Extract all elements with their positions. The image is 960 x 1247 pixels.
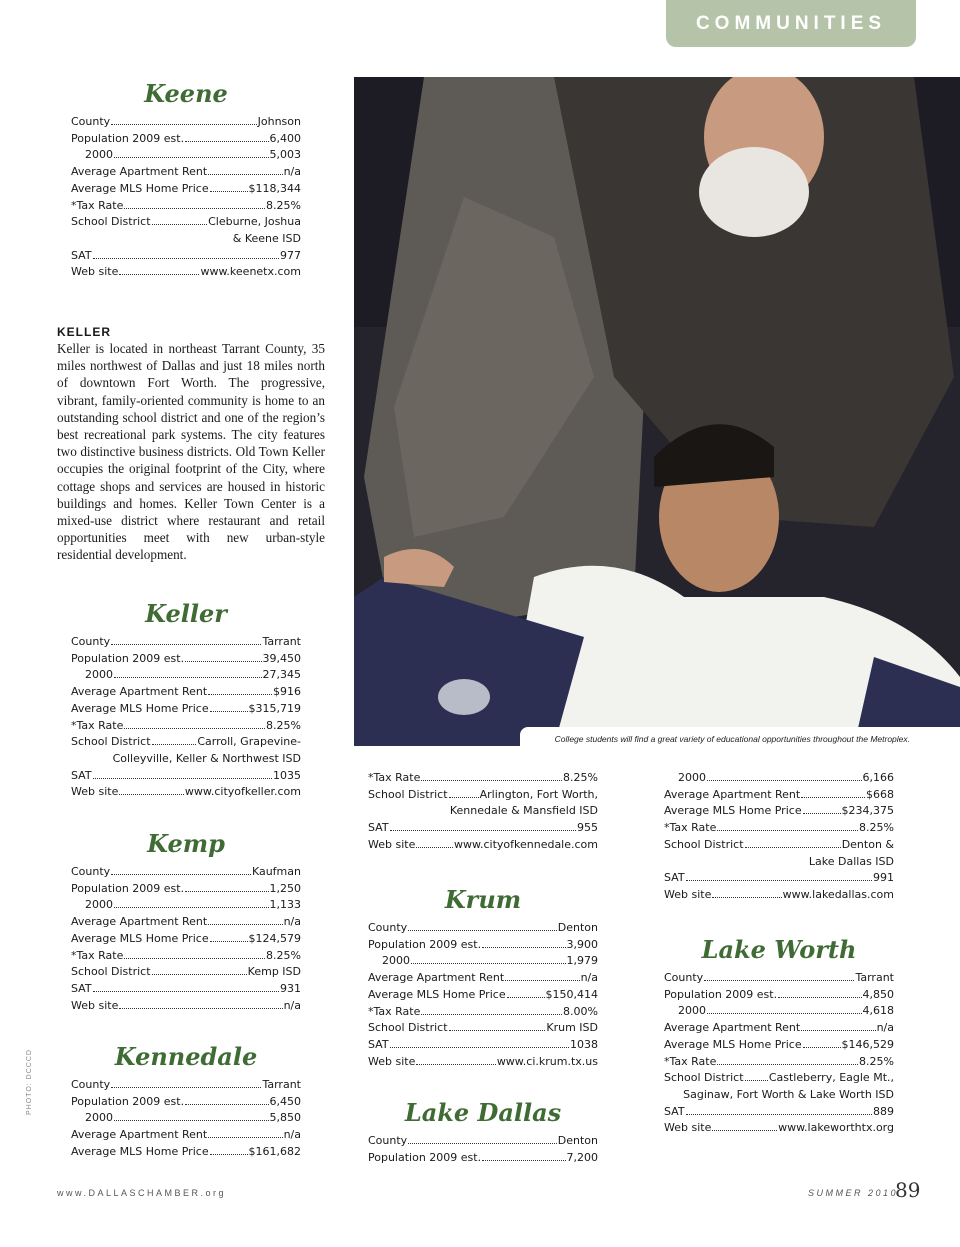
dot-leader [111,644,261,645]
lake-dallas-title: Lake Dallas [404,1098,562,1127]
photo-illustration [354,77,960,746]
stat-label: School District [664,837,744,851]
stat-row [71,684,301,701]
dot-leader [686,880,872,881]
dot-leader [119,1008,282,1009]
stat-row [71,981,301,998]
stat-value: Tarrant [855,971,894,984]
stat-row [71,147,301,164]
stat-row [71,784,301,801]
stat-row [71,1144,301,1161]
stat-row [368,770,598,787]
stat-row [664,1020,894,1037]
footer-website: www.DALLASCHAMBER.org [57,1188,227,1198]
stat-row [664,837,894,854]
stat-label: Average Apartment Rent [368,971,505,985]
dot-leader [390,830,576,831]
stat-row [368,1054,598,1071]
stat-label: 2000 [678,771,706,784]
stat-row [71,164,301,181]
stat-label: Average MLS Home Price [71,931,209,945]
stat-value: $118,344 [248,181,301,195]
stat-row [664,1104,894,1121]
stat-value: $150,414 [545,987,598,1001]
dot-leader [210,711,248,712]
stat-row [71,1110,301,1127]
stat-value: 4,850 [862,987,894,1001]
stat-value: 8.25% [859,1054,894,1068]
keller-body: Keller is located in northeast Tarrant County, 35 miles northwest of Dallas and just 18 miles north of downtown Fort Worth. The progressive, vibrant, family-oriented community is home to an outstanding school district and one of the region’s best recreational park systems. The city features two distinctive business districts. Old Town Keller occupies the original footprint of the City, where cottage shops and services are housed in historic buildings and homes. Keller Town Center is a mixed-use district where restaurant and retail opportunities meet with new urban-style residential development. [57,341,325,563]
dot-leader [801,797,865,798]
stat-label: School District [368,1021,448,1035]
stat-value: 27,345 [262,668,301,682]
stat-row [368,837,598,854]
stat-value: Carroll, Grapevine- [197,735,301,749]
stat-label: Average MLS Home Price [71,181,209,195]
stat-value: 889 [873,1104,894,1118]
stat-value: 1,250 [269,881,301,895]
stat-label: Average MLS Home Price [71,1144,209,1158]
dot-leader [124,208,265,209]
stat-label: Average Apartment Rent [664,787,801,801]
stat-value: 8.25% [859,821,894,835]
stat-label: Population 2009 est. [71,881,185,895]
stat-row [664,803,894,820]
stat-row [71,718,301,735]
dot-leader [745,847,841,848]
stat-label: Average Apartment Rent [71,1128,208,1142]
stat-value: 6,450 [269,1094,301,1108]
stat-value: www.keenetx.com [200,265,301,279]
stat-value: 8.25% [266,948,301,962]
stat-value: $234,375 [841,804,894,818]
stat-label: Web site [71,785,119,799]
stat-row [71,864,301,881]
stat-label: SAT [664,871,685,885]
dot-leader [712,897,781,898]
stat-label: Average MLS Home Price [664,804,802,818]
footer-issue: SUMMER 2010 [808,1188,899,1198]
dot-leader [482,1160,565,1161]
lake-dallas-rows [368,1133,598,1166]
lake-dallas-continued-rows [664,770,894,904]
stat-label: 2000 [85,148,113,162]
dot-leader [185,661,261,662]
stat-label: *Tax Rate [71,198,124,212]
stat-value: www.cityofkeller.com [184,785,301,799]
dot-leader [114,677,262,678]
keene-block [71,80,301,281]
stat-row [664,770,894,787]
stat-label: 2000 [85,898,113,912]
stat-value: www.ci.krum.tx.us [496,1054,598,1068]
stat-row [71,931,301,948]
keene-rows [71,114,301,281]
stat-row [664,870,894,887]
stat-label: School District [71,965,151,979]
dot-leader [185,891,268,892]
stat-value: Tarrant [262,635,301,648]
dot-leader [210,941,248,942]
dot-leader [93,991,279,992]
stat-label: School District [368,787,448,801]
dot-leader [803,813,841,814]
stat-label: Web site [71,998,119,1012]
stat-value: Cleburne, Joshua [208,215,301,229]
stat-value: 7,200 [566,1150,598,1164]
stat-value: $146,529 [841,1037,894,1051]
students-photo [354,77,960,746]
stat-label: School District [664,1071,744,1085]
stat-value: 8.00% [563,1004,598,1018]
stat-label: 2000 [85,668,113,682]
stat-row [368,1150,598,1167]
stat-continuation: Colleyville, Keller & Northwest ISD [112,751,301,765]
dot-leader [416,1064,495,1065]
lake-worth-title: Lake Worth [701,935,857,964]
stat-value: 1,979 [566,954,598,968]
keller-block [71,600,301,801]
stat-row [664,1070,894,1087]
stat-label: Population 2009 est. [664,987,778,1001]
stat-value: 3,900 [566,937,598,951]
dot-leader [111,124,256,125]
stat-row [71,248,301,265]
dot-leader [416,847,453,848]
stat-label: SAT [71,981,92,995]
dot-leader [152,744,197,745]
stat-value: 931 [280,981,301,995]
stat-value: Krum ISD [546,1021,598,1035]
stat-row [71,948,301,965]
stat-label: Web site [664,887,712,901]
keene-title: Keene [144,79,228,108]
stat-value: n/a [283,1128,301,1142]
stat-label: County [71,115,111,128]
dot-leader [801,1030,875,1031]
stat-row [71,114,301,131]
page-number: 89 [895,1178,921,1202]
dot-leader [717,1064,858,1065]
stat-label: School District [71,735,151,749]
stat-label: *Tax Rate [664,821,717,835]
stat-row [71,214,301,231]
stat-label: 2000 [85,1111,113,1125]
stat-row [664,1120,894,1137]
stat-value: Denton & [841,837,894,851]
lake-worth-block [664,936,894,1137]
stat-label: *Tax Rate [71,948,124,962]
kennedale-continued-rows [368,770,598,854]
kemp-block [71,830,301,1014]
stat-row [71,734,301,751]
stat-value: n/a [283,165,301,179]
stat-label: Average MLS Home Price [368,987,506,1001]
dot-leader [185,141,268,142]
stat-label: Average MLS Home Price [664,1037,802,1051]
stat-row [71,998,301,1015]
dot-leader [707,780,862,781]
stat-value: $668 [866,787,894,801]
stat-row [71,198,301,215]
dot-leader [507,997,545,998]
stat-row [368,1020,598,1037]
stat-row [368,1037,598,1054]
stat-label: Average Apartment Rent [71,165,208,179]
stat-value: n/a [283,998,301,1012]
stat-label: Average Apartment Rent [71,915,208,929]
stat-value: 977 [280,248,301,262]
kennedale-rows [71,1077,301,1161]
lake-dallas-continued-block [664,770,894,904]
krum-title: Krum [444,885,522,914]
stat-label: SAT [368,821,389,835]
stat-value: 1038 [570,1037,598,1051]
stat-value: 5,003 [269,148,301,162]
stat-label: Population 2009 est. [368,937,482,951]
dot-leader [210,1154,248,1155]
dot-leader [686,1114,872,1115]
stat-label: County [71,865,111,878]
stat-label: Average MLS Home Price [71,701,209,715]
dot-leader [119,794,184,795]
stat-label: Web site [71,265,119,279]
stat-label: SAT [71,248,92,262]
stat-row [664,1003,894,1020]
stat-value: www.lakeworthtx.org [778,1121,894,1135]
keller-title: Keller [145,599,227,628]
stat-row [71,1127,301,1144]
stat-row [368,937,598,954]
dot-leader [152,974,247,975]
dot-leader [114,1120,269,1121]
stat-label: Population 2009 est. [368,1150,482,1164]
stat-label: Web site [368,1054,416,1068]
stat-row [368,920,598,937]
stat-value: 955 [577,821,598,835]
dot-leader [707,1013,862,1014]
dot-leader [408,1143,557,1144]
stat-row [71,651,301,668]
stat-row [71,1094,301,1111]
dot-leader [124,958,265,959]
photo-credit: PHOTO: DCCCD [26,1049,33,1115]
stat-label: 2000 [678,1004,706,1018]
dot-leader [208,694,272,695]
stat-label: SAT [71,768,92,782]
stat-value: 4,618 [862,1004,894,1018]
stat-row [71,131,301,148]
stat-value: 39,450 [262,651,301,665]
stat-label: County [664,971,704,984]
stat-row [664,1037,894,1054]
dot-leader [482,947,565,948]
kennedale-continued-block [368,770,598,854]
stat-value: 6,166 [862,771,894,784]
stat-row [664,1054,894,1071]
stat-label: Population 2009 est. [71,131,185,145]
dot-leader [111,874,251,875]
stat-row [368,787,598,804]
stat-row [71,768,301,785]
stat-row [664,820,894,837]
stat-value: 5,850 [269,1111,301,1125]
stat-label: County [368,921,408,934]
dot-leader [210,191,248,192]
stat-value: www.lakedallas.com [782,887,894,901]
stat-label: *Tax Rate [368,1004,421,1018]
stat-row [71,964,301,981]
dot-leader [421,780,562,781]
stat-row [664,987,894,1004]
stat-label: School District [71,215,151,229]
stat-continuation: Lake Dallas ISD [808,854,894,868]
stat-value: 8.25% [563,771,598,784]
kennedale-block [71,1043,301,1161]
lake-worth-rows [664,970,894,1137]
dot-leader [208,924,282,925]
stat-value: $916 [273,685,301,699]
stat-row [71,181,301,198]
stat-value: www.cityofkennedale.com [454,837,598,851]
stat-label: County [368,1134,408,1147]
stat-value: 1035 [273,768,301,782]
stat-value: Denton [557,1134,598,1147]
stat-row [664,887,894,904]
stat-value: 8.25% [266,718,301,732]
dot-leader [505,980,579,981]
stat-row [368,970,598,987]
krum-rows [368,920,598,1070]
dot-leader [704,980,854,981]
stat-label: Average Apartment Rent [664,1021,801,1035]
stat-value: $161,682 [248,1144,301,1158]
dot-leader [152,224,208,225]
dot-leader [114,157,269,158]
dot-leader [449,797,479,798]
stat-value: Johnson [257,115,301,128]
stat-label: SAT [368,1037,389,1051]
keller-description [57,324,325,564]
stat-label: County [71,635,111,648]
dot-leader [449,1030,546,1031]
stat-label: Web site [664,1121,712,1135]
krum-block [368,886,598,1070]
stat-row [71,634,301,651]
stat-row [368,987,598,1004]
stat-value: 991 [873,871,894,885]
dot-leader [124,728,265,729]
stat-row [368,1133,598,1150]
stat-value: 1,133 [269,898,301,912]
stat-label: Web site [368,837,416,851]
dot-leader [93,258,279,259]
stat-value: $124,579 [248,931,301,945]
stat-label: *Tax Rate [664,1054,717,1068]
stat-value: 6,400 [269,131,301,145]
dot-leader [712,1130,777,1131]
stat-value: Kaufman [251,865,301,878]
dot-leader [390,1047,569,1048]
stat-value: 8.25% [266,198,301,212]
stat-label: 2000 [382,954,410,968]
stat-value: n/a [876,1021,894,1035]
dot-leader [803,1047,841,1048]
dot-leader [208,1137,282,1138]
stat-row [71,701,301,718]
dot-leader [208,174,282,175]
stat-value: n/a [580,971,598,985]
stat-row [71,881,301,898]
stat-value: Denton [557,921,598,934]
dot-leader [745,1080,768,1081]
kemp-title: Kemp [147,829,225,858]
stat-row [71,264,301,281]
stat-label: Population 2009 est. [71,1094,185,1108]
stat-row [368,953,598,970]
dot-leader [411,963,566,964]
stat-continuation: Kennedale & Mansfield ISD [449,804,598,818]
stat-value: Castleberry, Eagle Mt., [768,1071,894,1085]
stat-value: Tarrant [262,1078,301,1091]
dot-leader [111,1087,261,1088]
photo-caption: College students will find a great variety of educational opportunities throughout the Metroplex. [530,731,920,746]
stat-row [71,897,301,914]
lake-dallas-block [368,1099,598,1166]
stat-row [368,1004,598,1021]
section-tab: COMMUNITIES [666,0,916,47]
dot-leader [114,907,269,908]
stat-continuation: & Keene ISD [232,231,301,245]
dot-leader [119,274,199,275]
stat-row [71,1077,301,1094]
stat-row [71,667,301,684]
dot-leader [717,830,858,831]
keller-rows [71,634,301,801]
stat-label: Average Apartment Rent [71,685,208,699]
stat-label: County [71,1078,111,1091]
stat-value: $315,719 [248,701,301,715]
dot-leader [185,1104,268,1105]
dot-leader [408,930,557,931]
kennedale-title: Kennedale [114,1042,258,1071]
stat-row [664,970,894,987]
stat-value: Kemp ISD [247,965,301,979]
keller-heading: KELLER [57,325,111,339]
stat-row [71,914,301,931]
stat-row [664,787,894,804]
stat-label: *Tax Rate [368,771,421,784]
stat-label: *Tax Rate [71,718,124,732]
stat-value: Arlington, Fort Worth, [479,787,598,801]
stat-label: SAT [664,1104,685,1118]
dot-leader [778,997,861,998]
stat-label: Population 2009 est. [71,651,185,665]
stat-continuation: Saginaw, Fort Worth & Lake Worth ISD [683,1087,894,1101]
stat-row [368,820,598,837]
stat-value: n/a [283,915,301,929]
kemp-rows [71,864,301,1014]
dot-leader [93,778,272,779]
dot-leader [421,1014,562,1015]
